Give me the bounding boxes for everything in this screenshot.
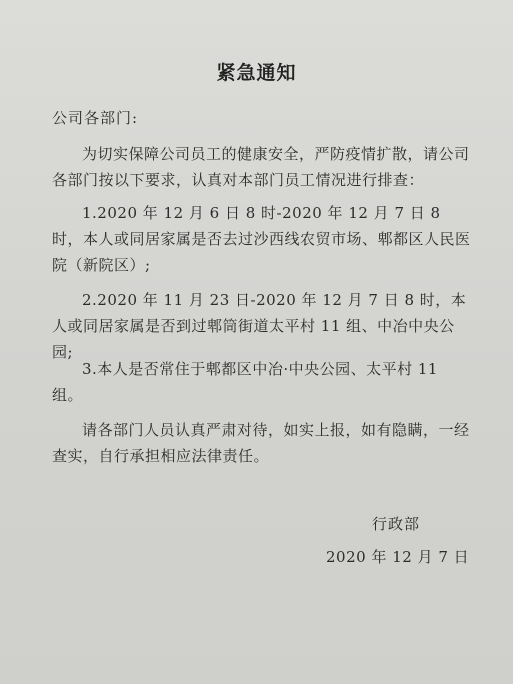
list-item-2: 2.2020 年 11 月 23 日-2020 年 12 月 7 日 8 时，本人或同居家属是否到过郫筒街道太平村 11 组、中冶中央公园; (52, 291, 467, 361)
intro-paragraph: 为切实保障公司员工的健康安全，严防疫情扩散，请公司各部门按以下要求，认真对本部门员工情况进行排查： (52, 145, 470, 189)
closing-paragraph: 请各部门人员认真严肃对待，如实上报，如有隐瞒，一经查实，自行承担相应法律责任。 (52, 421, 470, 465)
issue-date: 2020 年 12 月 7 日 (326, 548, 470, 566)
list-item-3: 3.本人是否常住于郫都区中冶·中央公园、太平村 11 组。 (52, 360, 438, 404)
list-item-1: 1.2020 年 12 月 6 日 8 时-2020 年 12 月 7 日 8 时，本人或同居家属是否去过沙西线农贸市场、郫都区人民医院（新院区）; (52, 204, 471, 274)
salutation: 公司各部门: (52, 109, 139, 127)
issuing-department: 行政部 (372, 515, 421, 533)
document-title: 紧急通知 (216, 62, 297, 84)
